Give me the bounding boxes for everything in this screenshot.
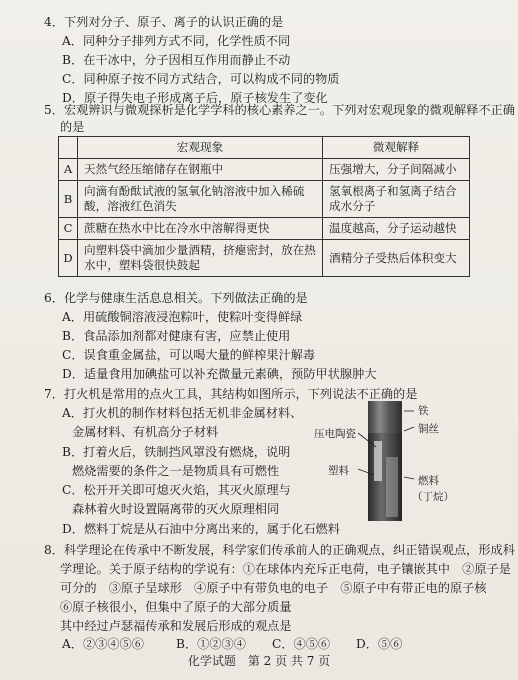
table-header-letter	[59, 137, 78, 159]
row-macro: 蔗糖在热水中比在冷水中溶解得更快	[78, 218, 323, 240]
table-row	[59, 181, 470, 218]
q8-stem-line4: ⑥原子核很小，但集中了原子的大部分质量	[60, 600, 292, 614]
label-butane: （丁烷）	[412, 491, 454, 503]
q7-option-c-line1: C．松开开关即可熄灭火焰，其灭火原理与	[62, 483, 291, 497]
row-micro: 酒精分子受热后体积变大	[323, 240, 470, 277]
table-row	[59, 218, 470, 240]
q6-option-d: D．适量食用加碘盐可以补充微量元素碘，预防甲状腺肿大	[62, 367, 377, 381]
q8-stem-line3: 可分的 ③原子呈球形 ④原子中有带负电的电子 ⑤原子中有带正电的原子核	[60, 581, 487, 595]
label-fuel: 燃料	[418, 475, 439, 487]
label-copper: 铜丝	[418, 423, 439, 435]
q7-stem: 7．打火机是常用的点火工具，其结构如图所示，下列说法不正确的是	[44, 387, 418, 401]
table-header-macro: 宏观现象	[78, 137, 323, 159]
row-letter: D	[59, 240, 78, 277]
q4-option-d: D．原子得失电子形成离子后，原子核发生了变化	[62, 91, 328, 105]
piezo-shape	[374, 441, 382, 481]
table-header-row	[59, 137, 470, 159]
label-plastic: 塑料	[328, 465, 349, 477]
q6-option-b: B．食品添加剂都对健康有害，应禁止使用	[62, 329, 291, 343]
row-letter: A	[59, 159, 78, 181]
wind-guard-shape	[368, 401, 402, 433]
row-macro: 向滴有酚酞试液的氢氧化钠溶液中加入稀硫酸，溶液红色消失	[78, 181, 323, 218]
q6-option-a: A．用硫酸铜溶液浸泡粽叶，使粽叶变得鲜绿	[62, 310, 303, 324]
q8-option-a: A．②③④⑤⑥	[62, 637, 144, 651]
row-micro: 温度越高，分子运动越快	[323, 218, 470, 240]
row-micro: 压强增大，分子间隔减小	[323, 159, 470, 181]
q7-option-c-line2: 森林着火时设置隔离带的灭火原理相同	[72, 502, 280, 516]
q7-option-b-line2: 燃烧需要的条件之一是物质具有可燃性	[72, 464, 280, 478]
q8-stem-line5: 其中经过卢瑟福传承和发展后形成的观点是	[60, 619, 292, 633]
lighter-diagram	[318, 397, 478, 527]
row-macro: 向塑料袋中滴加少量酒精，挤瘪密封，放在热水中，塑料袋很快鼓起	[78, 240, 323, 277]
row-micro: 氢氧根离子和氢离子结合成水分子	[323, 181, 470, 218]
label-piezo: 压电陶瓷	[314, 428, 356, 440]
row-macro: 天然气经压缩储存在钢瓶中	[78, 159, 323, 181]
label-iron: 铁	[418, 405, 429, 417]
table-row	[59, 159, 470, 181]
q5-stem-line1: 5．宏观辨识与微观探析是化学学科的核心素养之一。下列对宏观现象的微观解释不正确	[44, 103, 515, 117]
q5-table	[58, 136, 470, 277]
q8-stem-line1: 8．科学理论在传承中不断发展，科学家们传承前人的正确观点，纠正错误观点，形成科	[44, 543, 515, 557]
q7-option-b-line1: B．打着火后，铁制挡风罩没有燃烧，说明	[62, 445, 291, 459]
q7-option-a-line1: A．打火机的制作材料包括无机非金属材料、	[62, 406, 303, 420]
q4-option-a: A．同种分子排列方式不同，化学性质不同	[62, 34, 291, 48]
fuel-shape	[386, 457, 398, 517]
q8-option-d: D．⑤⑥	[356, 637, 403, 651]
row-letter: B	[59, 181, 78, 218]
q5-stem-line2: 的是	[60, 120, 85, 134]
q4-option-b: B．在干冰中，分子因相互作用而静止不动	[62, 53, 291, 67]
q7-option-a-line2: 金属材料、有机高分子材料	[72, 425, 219, 439]
lighter-figure	[314, 397, 478, 527]
q8-stem-line2: 学理论。关于原子结构的学说有：①在球体内充斥正电荷，电子镶嵌其中 ②原子是	[60, 562, 511, 576]
q6-option-c: C．误食重金属盐，可以喝大量的鲜榨果汁解毒	[62, 348, 316, 362]
row-letter: C	[59, 218, 78, 240]
q4-option-c: C．同种原子按不同方式结合，可以构成不同的物质	[62, 72, 340, 86]
q8-option-b: B．①②③④	[176, 637, 246, 651]
q4-stem: 4．下列对分子、原子、离子的认识正确的是	[44, 15, 284, 29]
table-row	[59, 240, 470, 277]
q6-stem: 6．化学与健康生活息息相关。下列做法正确的是	[44, 291, 308, 305]
q8-option-c: C．④⑤⑥	[272, 637, 331, 651]
page-footer: 化学试题 第 2 页 共 7 页	[187, 654, 331, 668]
table-header-micro: 微观解释	[323, 137, 470, 159]
q7-option-d: D．燃料丁烷是从石油中分离出来的，属于化石燃料	[62, 522, 340, 536]
